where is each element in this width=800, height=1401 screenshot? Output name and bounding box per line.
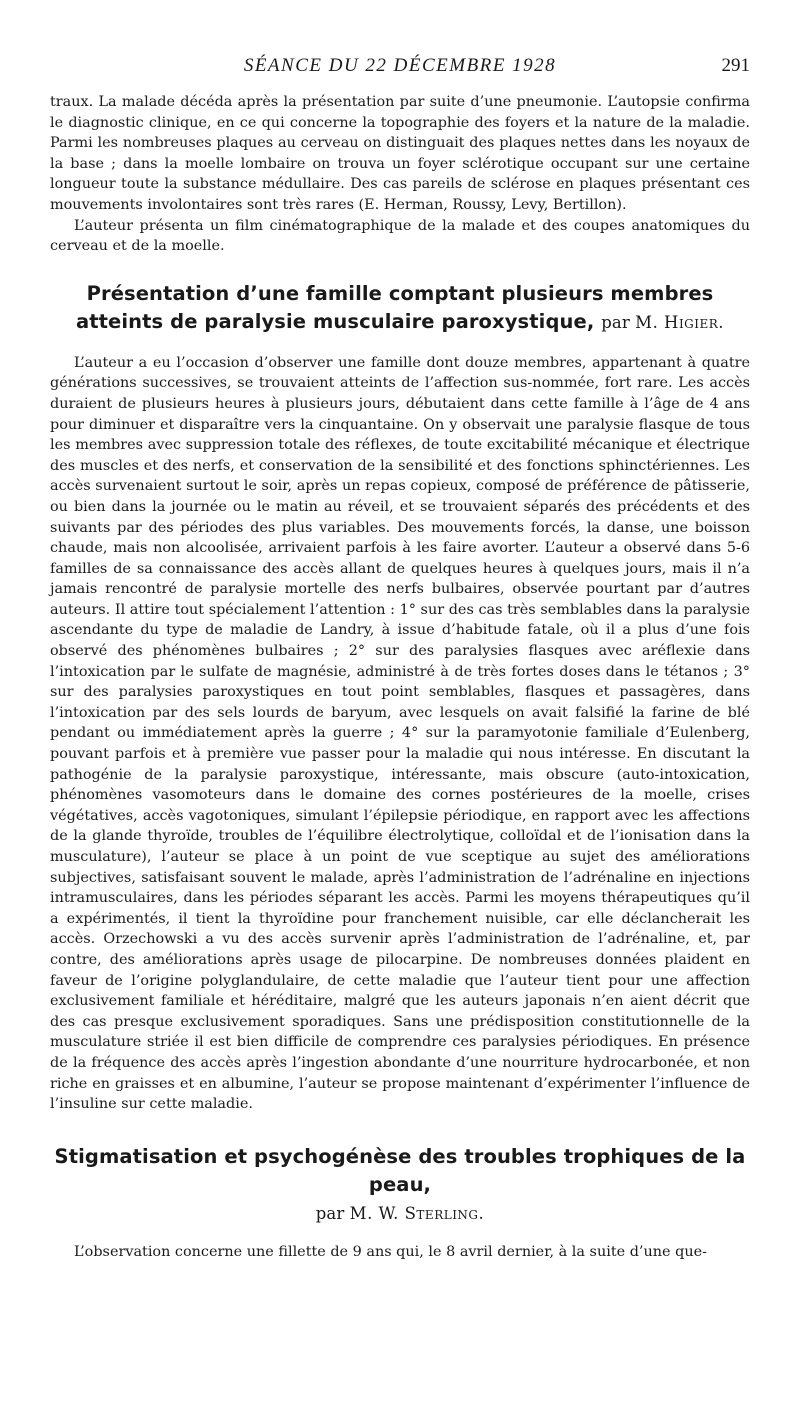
intro-paragraph-continued: traux. La malade décéda après la présentation par suite d’une pneumonie. L’autopsie confirma le diagnostic clinique, en ce qui concerne la topographie des foyers et la nature de la maladie. Parmi les nombreuses plaques au cerveau on distinguait des plaques nettes dans les noyaux de la base ; dans la moelle lombaire on trouva un foyer sclérotique occupant sur une certaine longueur toute la substance médullaire. Des cas pareils de sclérose en plaques présentant ces mouvements involontaires sont très rares (E. Herman, Roussy, Levy, Bertillon). bbox=[50, 94, 750, 213]
section-title-text: Stigmatisation et psychogénèse des troubles trophiques de la peau, bbox=[54, 1144, 746, 1196]
running-title: SÉANCE DU 22 DÉCEMBRE 1928 bbox=[243, 55, 557, 76]
section-byline bbox=[316, 1204, 485, 1223]
section-paragraph-sterling: L’observation concerne une fillette de 9 ans qui, le 8 avril dernier, à la suite d’une que- bbox=[74, 1243, 707, 1260]
byline-par: par bbox=[315, 1203, 345, 1223]
intro-paragraph-film: L’auteur présenta un film cinématographique de la malade et des coupes anatomiques du cerveau et de la moelle. bbox=[50, 217, 750, 255]
page-number: 291 bbox=[721, 55, 750, 76]
running-header bbox=[50, 55, 750, 83]
author-name: M. Higier. bbox=[635, 312, 725, 332]
section-title-text: Présentation d’une famille comptant plusieurs membres atteints de paralysie musculaire paroxystique, bbox=[75, 281, 714, 333]
section-heading-sterling bbox=[50, 1143, 750, 1228]
section-byline bbox=[601, 313, 724, 332]
author-name: M. W. Sterling. bbox=[349, 1203, 485, 1223]
byline-par: par bbox=[601, 312, 630, 332]
page-body bbox=[50, 92, 750, 1262]
section-paragraph-higier: L’auteur a eu l’occasion d’observer une famille dont douze membres, appartenant à quatre générations successives, se trouvaient atteints de l’affection sus-nommée, fort rare. Les accès duraient de plusieurs heures à plusieurs jours, débutaient dans cette famille à l’âge de 4 ans pour diminuer et disparaître vers la cinquantaine. On y observait une paralysie flasque de tous les membres avec suppression totale des réflexes, de toute excitabilité mécanique et électrique des muscles et des nerfs, et conservation de la sensibilité et des fonctions sphinctériennes. Les accès survenaient surtout le soir, après un repas copieux, composé de préférence de pâtisserie, ou bien dans la journée ou le matin au réveil, et se trouvaient séparés des précédents et des suivants par des périodes des plus variables. Des mouvements forcés, la danse, une boisson chaude, mais non alcoolisée, arrivaient parfois à les faire avorter. L’auteur a observé dans 5-6 familles de sa connaissance des accès allant de quelques heures à quelques jours, mais il n’a jamais rencontré de paralysie mortelle des nerfs bulbaires, observée pourtant par d’autres auteurs. Il attire tout spécialement l’attention : 1° sur des cas très semblables dans la paralysie ascendante du type de maladie de Landry, à issue d’habitude fatale, où il a plus d’une fois observé des phénomènes bulbaires ; 2° sur des paralysies flasques avec aréflexie dans l’intoxication par le sulfate de magnésie, administré à de très fortes doses dans le tétanos ; 3° sur des paralysies paroxystiques en tout point semblables, flasques et passagères, dans l’intoxication par des sels lourds de baryum, avec lesquels on avait falsifié la farine de blé pendant ou immédiatement après la guerre ; 4° sur la paramyotonie familiale d’Eulenberg, pouvant parfois et à première vue passer pour la maladie qui nous intéresse. En discutant la pathogénie de la paralysie paroxystique, intéressante, mais obscure (auto-intoxication, phénomènes vasomoteurs dans le domaine des cornes postérieures de la moelle, crises végétatives, accès vagotoniques, simulant l’épilepsie périodique, en rapport avec les affections de la glande thyroïde, troubles de l’équilibre électrolytique, colloïdal et de l’ionisation dans la musculature), l’auteur se place à un point de vue sceptique au sujet des améliorations subjectives, satisfaisant souvent le malade, après l’administration de l’adrénaline en injections intramusculaires, dans les périodes séparant les accès. Parmi les moyens thérapeutiques qu’il a expérimentés, il tient la thyroïdine pour franchement nuisible, car elle déclancherait les accès. Orzechowski a vu des accès survenir après l’administration de l’adrénaline, et, par contre, des améliorations après usage de pilocarpine. De nombreuses données plaident en faveur de l’origine polyglandulaire, de cette maladie que l’auteur tient pour une affection exclusivement familiale et héréditaire, malgré que les auteurs japonais n’en aient décrit que des cas presque exclusivement sporadiques. Sans une prédisposition constitutionnelle de la musculature striée il est bien difficile de comprendre ces paralysies périodiques. En présence de la fréquence des accès après l’ingestion abondante d’une nourriture hydrocarbonée, et non riche en graisses et en albumine, l’auteur se propose maintenant d’expérimenter l’influence de l’insuline sur cette maladie. bbox=[50, 354, 750, 1113]
section-heading-higier bbox=[50, 280, 750, 337]
